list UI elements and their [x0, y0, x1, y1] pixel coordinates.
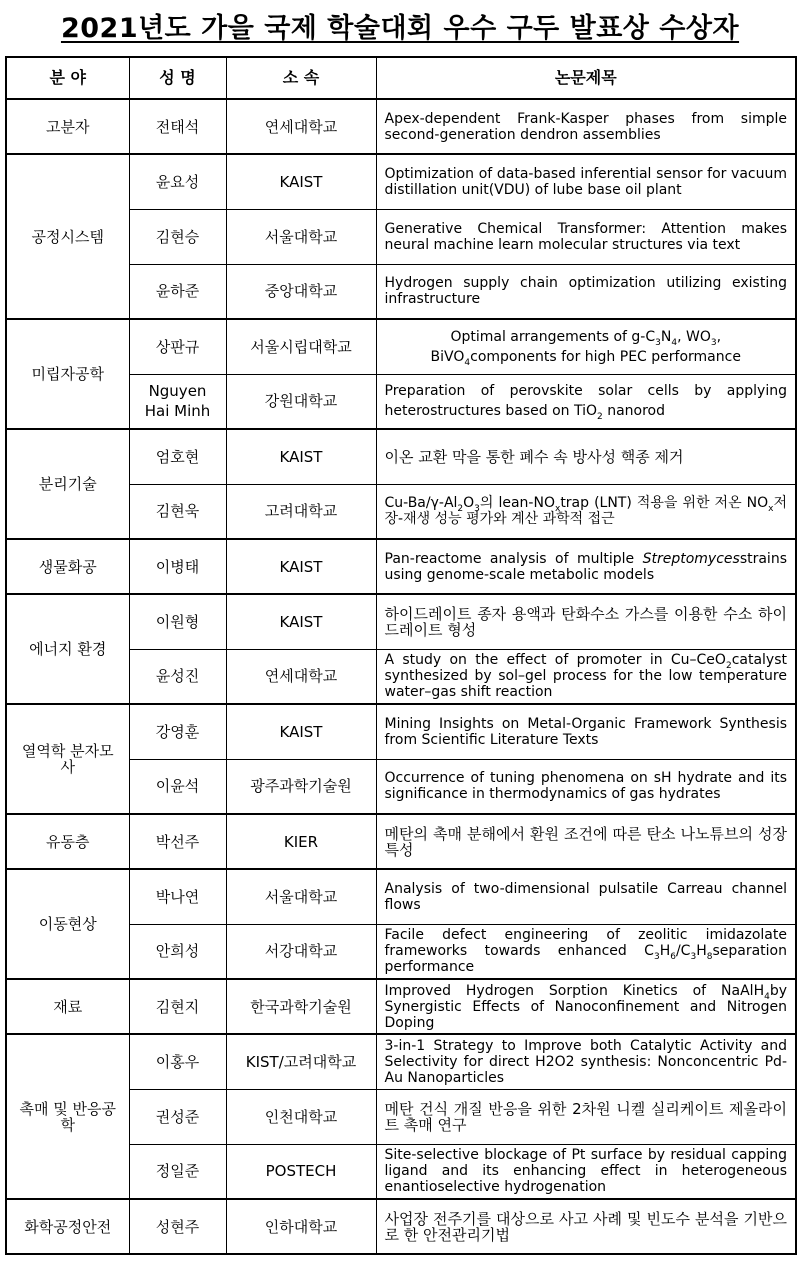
name-cell: 김현욱: [129, 484, 226, 539]
paper-title-cell: Generative Chemical Transformer: Attention makes neural machine learn molecular structures via text: [376, 209, 796, 264]
table-row: [6, 594, 796, 649]
name-cell: 김현지: [129, 979, 226, 1034]
header-name: 성 명: [129, 57, 226, 99]
affiliation-cell: KIST/고려대학교: [226, 1034, 376, 1089]
field-cell: 화학공정안전: [6, 1199, 129, 1254]
name-cell: 이윤석: [129, 759, 226, 814]
affiliation-cell: 서울시립대학교: [226, 319, 376, 374]
name-cell: 성현주: [129, 1199, 226, 1254]
paper-title-cell: $Cu-Ba/\gamma-Al_2O_3$의 lean-$NO_xtrap$ (LNT) 적용을 위한 저온 $NO_x$저장-재생 성능 평가와 계산 과학적 접근: [376, 484, 796, 539]
field-cell: 촉매 및 반응공학: [6, 1034, 129, 1199]
name-cell: 김현승: [129, 209, 226, 264]
affiliation-cell: KAIST: [226, 154, 376, 209]
name-cell: 안희성: [129, 924, 226, 979]
table-row: [6, 1034, 796, 1089]
paper-title-cell: Mining Insights on Metal-Organic Framework Synthesis from Scientific Literature Texts: [376, 704, 796, 759]
paper-title-cell: Site-selective blockage of Pt surface by residual capping ligand and its enhancing effect in heterogeneous enantioselective hydrogenation: [376, 1144, 796, 1199]
table-row: [6, 99, 796, 154]
paper-title-cell: Optimal arrangements of $g-C_3N_4$, $WO_3$, BiVO$_4$components for high PEC performance: [376, 319, 796, 374]
name-cell: 박선주: [129, 814, 226, 869]
paper-title-cell: Analysis of two-dimensional pulsatile Carreau channel flows: [376, 869, 796, 924]
field-cell: 생물화공: [6, 539, 129, 594]
name-cell: 정일준: [129, 1144, 226, 1199]
field-cell: 이동현상: [6, 869, 129, 979]
header-field: 분 야: [6, 57, 129, 99]
affiliation-cell: 중앙대학교: [226, 264, 376, 319]
affiliation-cell: 고려대학교: [226, 484, 376, 539]
name-cell: Nguyen Hai Minh: [129, 374, 226, 429]
affiliation-cell: 인천대학교: [226, 1089, 376, 1144]
paper-title-cell: 3-in-1 Strategy to Improve both Catalytic Activity and Selectivity for direct H2O2 synthesis: Nonconcentric Pd-Au Nanoparticles: [376, 1034, 796, 1089]
name-cell: 윤요성: [129, 154, 226, 209]
affiliation-cell: KAIST: [226, 429, 376, 484]
paper-title-cell: Pan-reactome analysis of multiple Streptomycesstrains using genome-scale metabolic models: [376, 539, 796, 594]
paper-title-cell: 메탄 건식 개질 반응을 위한 2차원 니켈 실리케이트 제올라이트 촉매 연구: [376, 1089, 796, 1144]
table-header-row: [6, 57, 796, 99]
table-row: [6, 979, 796, 1034]
affiliation-cell: 강원대학교: [226, 374, 376, 429]
paper-title-cell: Optimization of data-based inferential sensor for vacuum distillation unit(VDU) of lube base oil plant: [376, 154, 796, 209]
affiliation-cell: POSTECH: [226, 1144, 376, 1199]
affiliation-cell: 서울대학교: [226, 209, 376, 264]
table-row: [6, 319, 796, 374]
name-cell: 엄호현: [129, 429, 226, 484]
table-row: [6, 1199, 796, 1254]
paper-title-cell: 하이드레이트 종자 용액과 탄화수소 가스를 이용한 수소 하이드레이트 형성: [376, 594, 796, 649]
field-cell: 미립자공학: [6, 319, 129, 429]
field-cell: 유동층: [6, 814, 129, 869]
affiliation-cell: KIER: [226, 814, 376, 869]
name-cell: 박나연: [129, 869, 226, 924]
affiliation-cell: 한국과학기술원: [226, 979, 376, 1034]
header-paper-title: 논문제목: [376, 57, 796, 99]
paper-title-cell: Hydrogen supply chain optimization utilizing existing infrastructure: [376, 264, 796, 319]
name-cell: 이병태: [129, 539, 226, 594]
affiliation-cell: 인하대학교: [226, 1199, 376, 1254]
affiliation-cell: 서강대학교: [226, 924, 376, 979]
table-row: [6, 869, 796, 924]
name-cell: 윤성진: [129, 649, 226, 704]
paper-title-cell: Preparation of perovskite solar cells by applying heterostructures based on TiO$_2$ nanorod: [376, 374, 796, 429]
name-cell: 이원형: [129, 594, 226, 649]
affiliation-cell: 광주과학기술원: [226, 759, 376, 814]
field-cell: 공정시스템: [6, 154, 129, 319]
table-row: [6, 704, 796, 759]
paper-title-cell: Apex-dependent Frank-Kasper phases from simple second-generation dendron assemblies: [376, 99, 796, 154]
page-title: 2021년도 가을 국제 학술대회 우수 구두 발표상 수상자: [60, 13, 740, 44]
field-cell: 재료: [6, 979, 129, 1034]
paper-title-cell: 이온 교환 막을 통한 폐수 속 방사성 핵종 제거: [376, 429, 796, 484]
table-row: [6, 814, 796, 869]
name-cell: 상판규: [129, 319, 226, 374]
affiliation-cell: KAIST: [226, 594, 376, 649]
awards-table: [5, 56, 797, 1255]
name-cell: 권성준: [129, 1089, 226, 1144]
affiliation-cell: 연세대학교: [226, 649, 376, 704]
header-affiliation: 소 속: [226, 57, 376, 99]
paper-title-cell: Improved Hydrogen Sorption Kinetics of NaAlH$_4$by Synergistic Effects of Nanoconfinement and Nitrogen Doping: [376, 979, 796, 1034]
affiliation-cell: 연세대학교: [226, 99, 376, 154]
name-cell: 강영훈: [129, 704, 226, 759]
field-cell: 분리기술: [6, 429, 129, 539]
name-cell: 전태석: [129, 99, 226, 154]
table-row: [6, 539, 796, 594]
affiliation-cell: 서울대학교: [226, 869, 376, 924]
field-cell: 에너지 환경: [6, 594, 129, 704]
paper-title-cell: 메탄의 촉매 분해에서 환원 조건에 따른 탄소 나노튜브의 성장 특성: [376, 814, 796, 869]
table-row: [6, 429, 796, 484]
affiliation-cell: KAIST: [226, 539, 376, 594]
name-cell: 윤하준: [129, 264, 226, 319]
name-cell: 이홍우: [129, 1034, 226, 1089]
affiliation-cell: KAIST: [226, 704, 376, 759]
paper-title-cell: 사업장 전주기를 대상으로 사고 사례 및 빈도수 분석을 기반으로 한 안전관리기법: [376, 1199, 796, 1254]
table-row: [6, 154, 796, 209]
paper-title-cell: Facile defect engineering of zeolitic imidazolate frameworks towards enhanced $C_3H_6/C_3H_8separation$ performance: [376, 924, 796, 979]
paper-title-cell: A study on the effect of promoter in Cu–CeO$_2$catalyst synthesized by sol–gel process for the low temperature water–gas shift reaction: [376, 649, 796, 704]
paper-title-cell: Occurrence of tuning phenomena on sH hydrate and its significance in thermodynamics of gas hydrates: [376, 759, 796, 814]
field-cell: 열역학 분자모사: [6, 704, 129, 814]
field-cell: 고분자: [6, 99, 129, 154]
